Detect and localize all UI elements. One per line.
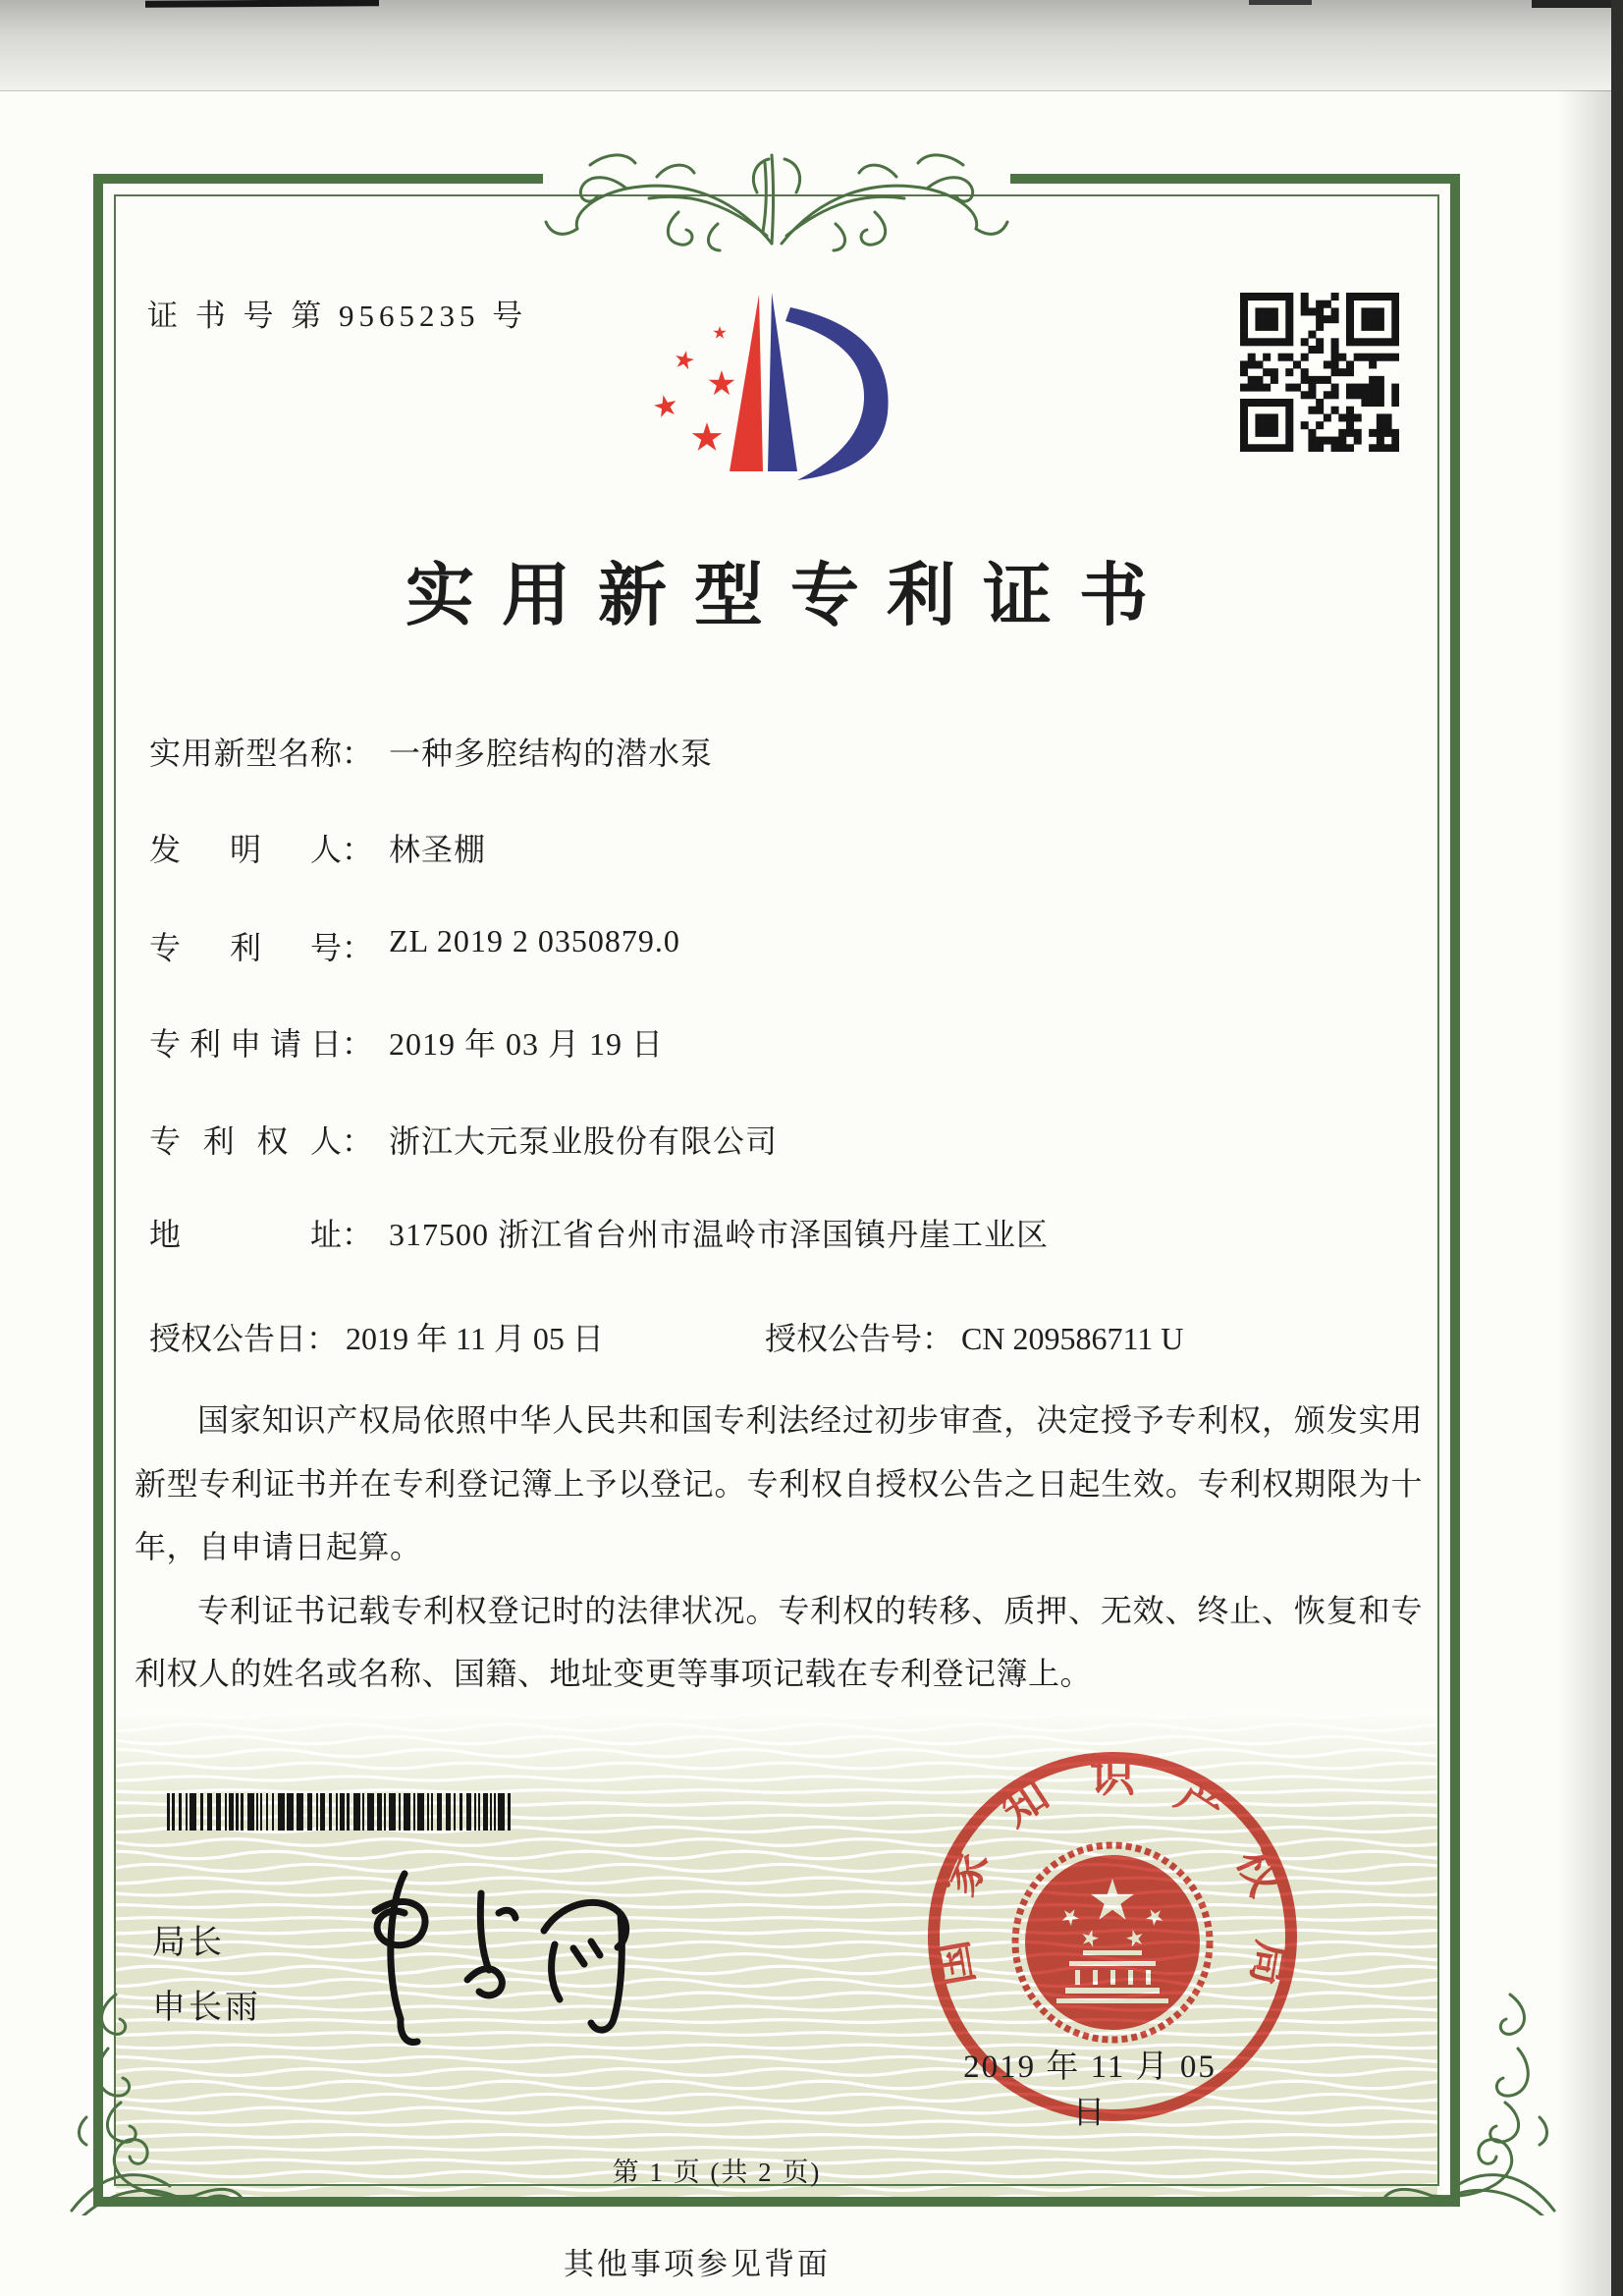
field-value: 浙江大元泵业股份有限公司 — [389, 1123, 779, 1159]
legal-text — [135, 1389, 1423, 1706]
scan-edge-shadow — [1557, 90, 1612, 2296]
field-colon: ： — [342, 1123, 374, 1159]
director-signature-icon — [334, 1856, 648, 2057]
body-paragraph-1: 国家知识产权局依照中华人民共和国专利法经过初步审查，决定授予专利权，颁发实用新型专利证书并在专利登记簿上予以登记。专利权自授权公告之日起生效。专利权期限为十年，自申请日起算。 — [135, 1402, 1423, 1564]
certificate-number: 证 书 号 第 9565235 号 — [147, 299, 528, 333]
field-colon: ： — [306, 1321, 339, 1356]
back-note: 其他事项参见背面 — [564, 2247, 831, 2281]
scan-streak — [1532, 0, 1623, 8]
grant-date-value: 2019 年 11 月 05 日 — [346, 1321, 604, 1356]
qr-code-icon — [1240, 293, 1399, 452]
corner-ornament-right — [1382, 1990, 1579, 2215]
field-value: 一种多腔结构的潜水泵 — [389, 736, 714, 771]
field-value: ZL 2019 2 0350879.0 — [389, 923, 680, 958]
field-row-name — [149, 729, 713, 774]
field-label: 地址 — [149, 1217, 342, 1252]
field-row-filing-date — [149, 1019, 664, 1065]
field-value: 林圣棚 — [389, 832, 487, 867]
field-label: 实用新型名称 — [149, 736, 342, 771]
field-colon: ： — [342, 736, 374, 771]
barcode-icon — [167, 1793, 513, 1831]
field-colon: ： — [342, 1026, 374, 1062]
field-row-address — [149, 1210, 1049, 1255]
field-colon: ： — [342, 1217, 374, 1252]
field-label: 专利申请日 — [149, 1026, 342, 1062]
grant-date-label: 授权公告日 — [149, 1321, 307, 1356]
field-value: 317500 浙江省台州市温岭市泽国镇丹崖工业区 — [389, 1217, 1050, 1252]
grant-number-value: CN 209586711 U — [961, 1321, 1184, 1356]
field-label: 发明人 — [149, 832, 342, 867]
field-colon: ： — [922, 1321, 954, 1356]
field-label: 专利权人 — [149, 1123, 342, 1159]
field-row-patentee — [149, 1117, 778, 1162]
grant-date — [149, 1314, 604, 1359]
scan-streak — [1249, 0, 1312, 5]
director-name: 申长雨 — [152, 1990, 261, 2026]
field-colon: ： — [342, 832, 374, 867]
field-value: 2019 年 03 月 19 日 — [389, 1026, 665, 1062]
scan-edge-right — [1611, 0, 1623, 2296]
grant-number-label: 授权公告号 — [765, 1321, 923, 1356]
field-colon: ： — [342, 930, 374, 965]
scan-artifact-top — [0, 0, 1623, 91]
top-ornament — [531, 134, 1022, 253]
seal-text: 国家知识产权局 — [925, 1750, 1300, 1991]
certificate-title: 实用新型专利证书 — [406, 559, 1175, 634]
director-title: 局长 — [152, 1925, 225, 1961]
field-row-inventor — [149, 825, 486, 870]
body-paragraph-2: 专利证书记载专利权登记时的法律状况。专利权的转移、质押、无效、终止、恢复和专利权人的姓名或名称、国籍、地址变更等事项记载在专利登记簿上。 — [135, 1592, 1423, 1691]
cnipa-logo-icon — [628, 278, 952, 494]
seal-date: 2019 年 11 月 05 日 — [963, 2050, 1217, 2131]
field-row-patent-no — [149, 923, 680, 968]
grant-number — [765, 1314, 1183, 1359]
field-label: 专利号 — [149, 930, 342, 965]
page-number: 第 1 页 (共 2 页) — [612, 2158, 822, 2187]
